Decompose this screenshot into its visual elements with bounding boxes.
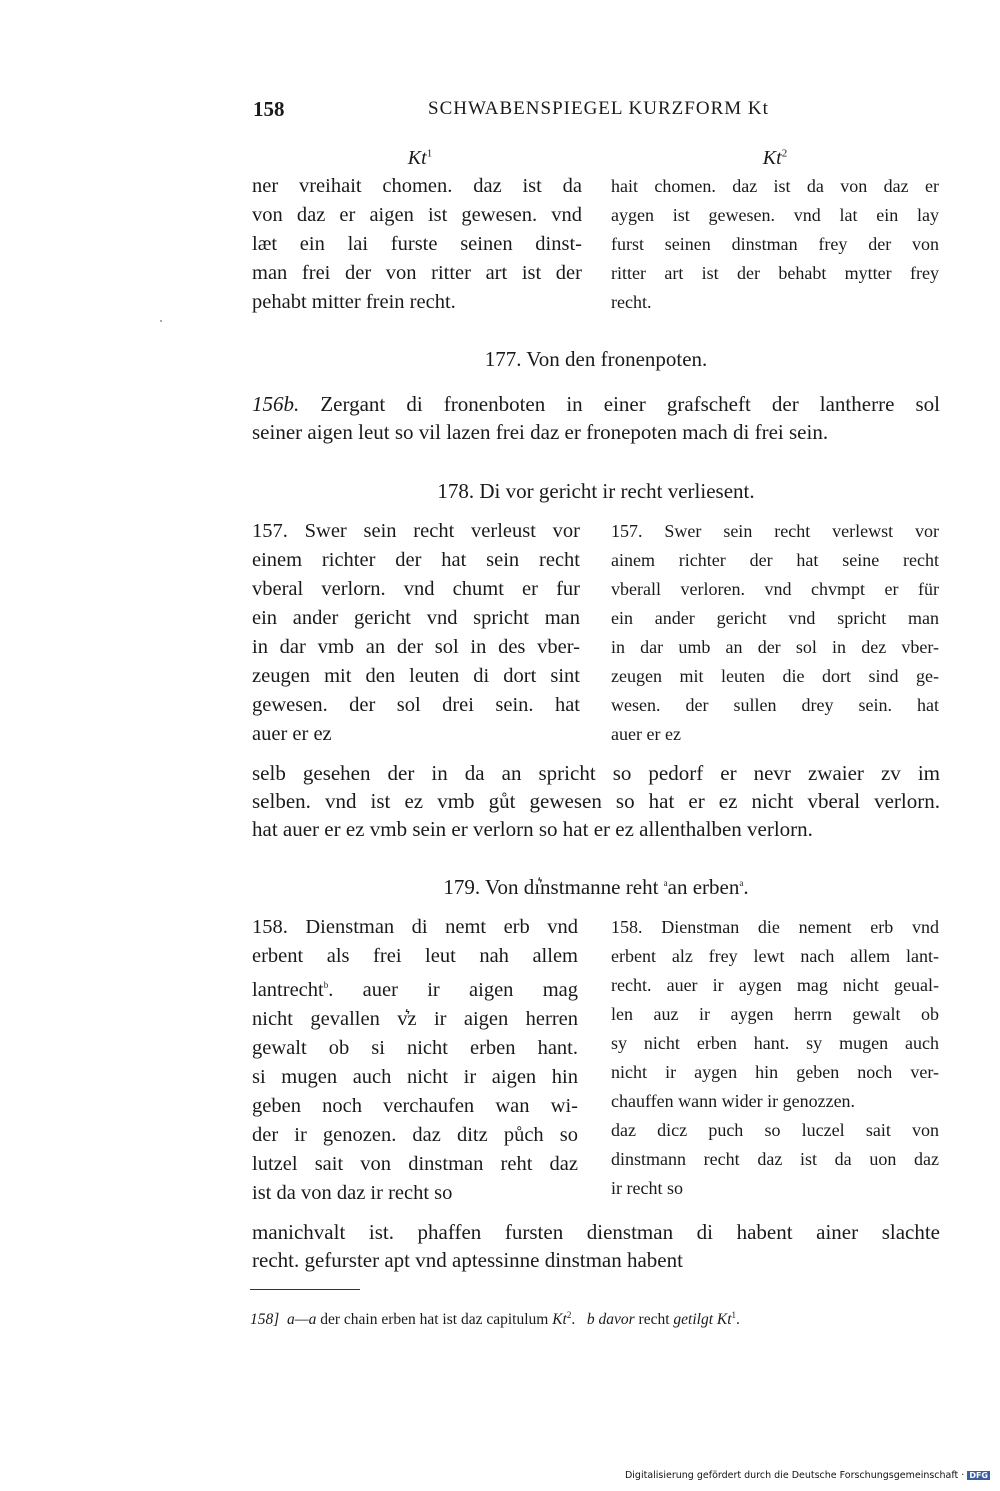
text-line: daz dicz puch so luczel sait von bbox=[611, 1120, 939, 1140]
text-line: pehabt mitter frein recht. bbox=[252, 291, 456, 313]
text-line: lutzel sait von dinstman reht daz bbox=[252, 1152, 578, 1175]
text-line: nicht ir aygen hin geben noch ver- bbox=[611, 1062, 939, 1082]
text-line: furst seinen dinstman frey der von bbox=[611, 234, 939, 254]
text-line: 157. Swer sein recht verlewst vor bbox=[611, 521, 939, 541]
text-line: hait chomen. daz ist da von daz er bbox=[611, 176, 939, 196]
text-line: læt ein lai furste seinen dinst- bbox=[252, 233, 582, 255]
text-line: manichvalt ist. phaffen fursten dienstman di habent ainer slachte bbox=[252, 1220, 940, 1244]
footnote-divider bbox=[250, 1289, 360, 1290]
text-line: seiner aigen leut so vil lazen frei daz er fronepoten mach di frei sein. bbox=[252, 420, 829, 444]
text-line: zeugen mit leuten die dort sind ge- bbox=[611, 666, 939, 686]
text-line: ritter art ist der behabt mytter frey bbox=[611, 263, 939, 283]
scan-speck bbox=[160, 320, 162, 322]
text-line: auer er ez bbox=[611, 724, 681, 744]
column-label-right: Kt$^2$ bbox=[762, 147, 788, 169]
section-178-right-column bbox=[611, 517, 939, 749]
text-line: ainem richter der hat seine recht bbox=[611, 550, 939, 570]
section-178-full-text bbox=[252, 759, 940, 843]
section-177-text bbox=[252, 390, 940, 446]
page-number: 158 bbox=[253, 97, 285, 121]
paragraph-number: 156b. bbox=[252, 392, 300, 416]
block1-right-column bbox=[611, 172, 939, 317]
column-label-left: Kt$^1$ bbox=[407, 147, 433, 169]
text-line: ein ander gericht vnd spricht man bbox=[252, 607, 580, 629]
text-line: ir recht so bbox=[611, 1178, 683, 1198]
text-line: in dar vmb an der sol in des vber- bbox=[252, 636, 580, 658]
text-line: 158. Dienstman die nement erb vnd bbox=[611, 917, 939, 937]
text-line: geben noch verchaufen wan wi- bbox=[252, 1094, 578, 1117]
text-line: lantrecht$^b$. auer ir aigen mag bbox=[252, 978, 578, 1001]
text-line: gewesen. der sol drei sein. hat bbox=[252, 694, 580, 716]
footnote: 158] a—a der chain erben hat ist daz capitulum Kt$^2$. b davor recht getilgt Kt$^1$. bbox=[250, 1310, 740, 1329]
text-line: wesen. der sullen drey sein. hat bbox=[611, 695, 939, 715]
text-line: einem richter der hat sein recht bbox=[252, 549, 580, 571]
text-line: ein ander gericht vnd spricht man bbox=[611, 608, 939, 628]
text-line: 158. Dienstman di nemt erb vnd bbox=[252, 916, 578, 938]
text-line: nicht gevallen v͛z ir aigen herren bbox=[252, 1007, 578, 1030]
section-178-left-column bbox=[252, 517, 580, 749]
block1-left-column bbox=[252, 172, 582, 317]
text-line: gewalt ob si nicht erben hant. bbox=[252, 1036, 578, 1059]
section-heading-177: 177. Von den fronenpoten. bbox=[484, 347, 708, 371]
text-line: hat auer er ez vmb sein er verlorn so hat er ez allenthalben verlorn. bbox=[252, 817, 813, 841]
text-line: 157. Swer sein recht verleust vor bbox=[252, 520, 580, 542]
section-179-right-column bbox=[611, 913, 939, 1203]
text-line: recht. bbox=[611, 292, 652, 312]
text-line: ist da von daz ir recht so bbox=[252, 1181, 453, 1204]
text-line: recht. auer ir aygen mag nicht geual- bbox=[611, 975, 939, 995]
text-line: selb gesehen der in da an spricht so pedorf er nevr zwaier zv im bbox=[252, 761, 940, 785]
section-heading-178: 178. Di vor gericht ir recht verliesent. bbox=[437, 479, 755, 503]
text-line: auer er ez bbox=[252, 723, 332, 745]
text-line: der ir genozen. daz ditz půch so bbox=[252, 1123, 578, 1146]
text-line: len auz ir aygen herrn gewalt ob bbox=[611, 1004, 939, 1024]
text-line: si mugen auch nicht ir aigen hin bbox=[252, 1065, 578, 1088]
text-line: zeugen mit den leuten di dort sint bbox=[252, 665, 580, 687]
text-line: erbent als frei leut nah allem bbox=[252, 945, 578, 967]
text-line: chauffen wann wider ir genozzen. bbox=[611, 1091, 856, 1111]
text-line: vberall verloren. vnd chvmpt er für bbox=[611, 579, 939, 599]
text-line: dinstmann recht daz ist da uon daz bbox=[611, 1149, 939, 1169]
text-line: recht. gefurster apt vnd aptessinne dinstman habent bbox=[252, 1248, 683, 1272]
section-179-left-column bbox=[252, 913, 578, 1208]
text-line: aygen ist gewesen. vnd lat ein lay bbox=[611, 205, 939, 225]
running-title: SCHWABENSPIEGEL KURZFORM Kt bbox=[428, 98, 769, 119]
text-line: erbent alz frey lewt nach allem lant- bbox=[611, 946, 939, 966]
text-line: von daz er aigen ist gewesen. vnd bbox=[252, 204, 582, 226]
text-line: ner vreihait chomen. daz ist da bbox=[252, 175, 582, 197]
dfg-logo: DFG bbox=[969, 1471, 988, 1480]
digitization-credit: Digitalisierung gefördert durch die Deutsche Forschungsgemeinschaft · DFG bbox=[624, 1470, 988, 1481]
text-line: 156b. Zergant di fronenboten in einer grafscheft der lantherre sol bbox=[252, 392, 940, 416]
text-line: sy nicht erben hant. sy mugen auch bbox=[611, 1033, 939, 1053]
text-line: man frei der von ritter art ist der bbox=[252, 262, 582, 284]
text-line: in dar umb an der sol in dez vber- bbox=[611, 637, 939, 657]
text-line: selben. vnd ist ez vmb gůt gewesen so hat er ez nicht vberal verlorn. bbox=[252, 789, 940, 813]
text-line: vberal verlorn. vnd chumt er fur bbox=[252, 578, 580, 600]
section-heading-179: 179. Von dı͛nstmanne reht $^a$an erben$^a$. bbox=[443, 875, 749, 899]
section-179-full-text bbox=[252, 1218, 940, 1274]
